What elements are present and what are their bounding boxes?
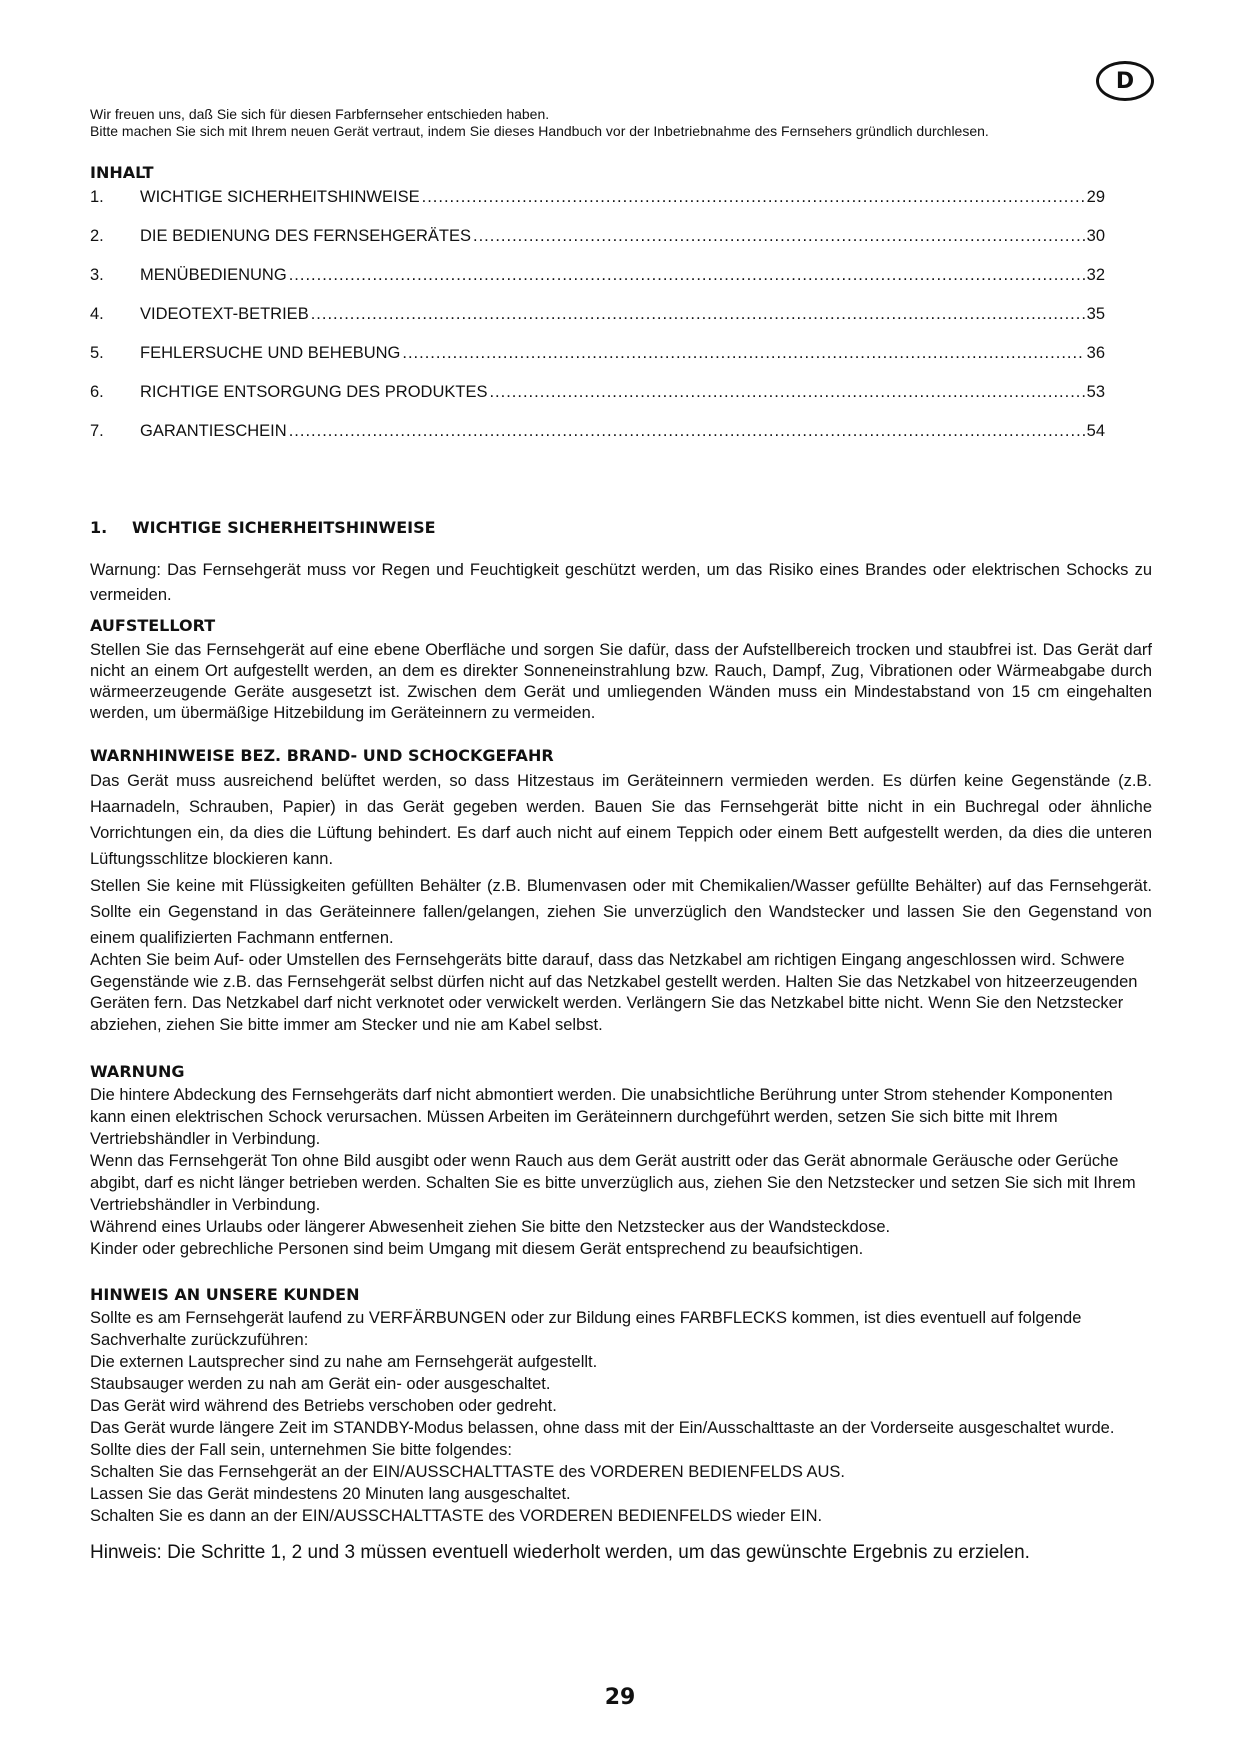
toc-item-page: 54 [1086, 422, 1105, 440]
toc-item-label: GARANTIESCHEIN [140, 422, 287, 440]
warnung-heading: WARNUNG [90, 1062, 185, 1081]
hinweis-line: Schalten Sie das Fernsehgerät an der EIN/AUSSCHALTTASTE des VORDEREN BEDIENFELDS AUS. [90, 1463, 846, 1481]
toc-item-page: 30 [1086, 227, 1105, 245]
brand-paragraph: Das Gerät muss ausreichend belüftet werden, so dass Hitzestaus im Geräteinnern vermieden werden. Es dürfen keine Gegenstände (z.B. Haarnadeln, Schrauben, Papier) in das Gerät gegeben werden. Bauen Sie das Fernsehgerät bitte nicht in ein Buchregal oder ähnliche Vorrichtungen ein, da dies die Lüftung behindert. Es darf auch nicht auf einem Teppich oder einem Bett aufgestellt werden, da dies die unteren Lüftungsschlitze blockieren kann. [90, 772, 1152, 868]
toc-title: INHALT [90, 163, 154, 182]
brand-paragraph: Achten Sie beim Auf- oder Umstellen des Fernsehgeräts bitte darauf, dass das Netzkabel am richtigen Eingang angeschlossen wird. Schwere Gegenstände wie z.B. das Fernsehgerät selbst dürfen nicht auf das Netzkabel gestellt werden. Halten Sie das Netzkabel von hitzeerzeugenden Geräten fern. Das Netzkabel darf nicht verknotet oder verwickelt werden. Verlängern Sie das Netzkabel bitte nicht. Wenn Sie den Netzstecker abziehen, ziehen Sie bitte immer am Stecker und nie am Kabel selbst. [90, 951, 1138, 1034]
warnung-line: Wenn das Fernsehgerät Ton ohne Bild ausgibt oder wenn Rauch aus dem Gerät austritt oder das Gerät abnormale Geräusche oder Gerüche abgibt, darf es nicht länger betrieben werden. Schalten Sie es bitte unverzüglich aus, ziehen Sie den Netzstecker und setzen Sie sich mit Ihrem Vertriebshändler in Verbindung. [90, 1152, 1136, 1214]
hinweis-line: Lassen Sie das Gerät mindestens 20 Minuten lang ausgeschaltet. [90, 1485, 571, 1503]
hinweis-line: Das Gerät wird während des Betriebs verschoben oder gedreht. [90, 1397, 557, 1415]
toc-item[interactable] [90, 383, 1105, 422]
toc-item-page: 36 [1086, 344, 1105, 362]
toc-leader-dots [422, 188, 1085, 207]
toc-item-number: 5. [90, 344, 104, 362]
warnung-line: Die hintere Abdeckung des Fernsehgeräts darf nicht abmontiert werden. Die unabsichtliche Berührung unter Strom stehender Komponenten kann einen elektrischen Schock verursachen. Müssen Arbeiten im Geräteinnern durchgeführt werden, setzen Sie sich bitte mit Ihrem Vertriebshändler in Verbindung. [90, 1086, 1113, 1148]
toc-item-label: MENÜBEDIENUNG [140, 266, 287, 284]
toc-item-number: 7. [90, 422, 104, 440]
toc-item[interactable] [90, 344, 1105, 383]
warnung-line: Während eines Urlaubs oder längerer Abwesenheit ziehen Sie bitte den Netzstecker aus der Wandsteckdose. [90, 1218, 891, 1236]
hinweis-line: Schalten Sie es dann an der EIN/AUSSCHALTTASTE des VORDEREN BEDIENFELDS wieder EIN. [90, 1507, 823, 1525]
brand-paragraph: Stellen Sie keine mit Flüssigkeiten gefüllten Behälter (z.B. Blumenvasen oder mit Chemikalien/Wasser gefüllte Behälter) auf das Fernsehgerät. Sollte ein Gegenstand in das Geräteinnere fallen/gelangen, ziehen Sie unverzüglich den Wandstecker und lassen Sie den Gegenstand von einem qualifizierten Fachmann entfernen. [90, 877, 1152, 947]
intro-line: Wir freuen uns, daß Sie sich für diesen Farbfernseher entschieden haben. [90, 106, 550, 122]
toc-item-page: 29 [1086, 188, 1105, 206]
toc-item[interactable] [90, 422, 1105, 461]
toc-leader-dots [473, 227, 1085, 246]
toc-item-number: 6. [90, 383, 104, 401]
toc-leader-dots [489, 383, 1084, 402]
toc-item-label: RICHTIGE ENTSORGUNG DES PRODUKTES [140, 383, 488, 401]
toc-leader-dots [289, 422, 1085, 441]
section-title [90, 518, 436, 537]
toc-item[interactable] [90, 266, 1105, 305]
section-heading: WICHTIGE SICHERHEITSHINWEISE [132, 518, 436, 537]
intro-text [90, 106, 1090, 140]
toc-item-number: 4. [90, 305, 104, 323]
warnung-text [90, 1084, 1152, 1260]
toc-item-number: 3. [90, 266, 104, 284]
hinweis-line: Die externen Lautsprecher sind zu nahe am Fernsehgerät aufgestellt. [90, 1353, 598, 1371]
aufstellort-heading: AUFSTELLORT [90, 616, 216, 635]
warnung-line: Kinder oder gebrechliche Personen sind beim Umgang mit diesem Gerät entsprechend zu beaufsichtigen. [90, 1240, 864, 1258]
toc-item-page: 53 [1086, 383, 1105, 401]
warning-intro: Warnung: Das Fernsehgerät muss vor Regen und Feuchtigkeit geschützt werden, um das Risiko eines Brandes oder elektrischen Schocks zu vermeiden. [90, 561, 1152, 604]
hinweis-line: Sollte es am Fernsehgerät laufend zu VERFÄRBUNGEN oder zur Bildung eines FARBFLECKS kommen, ist dies eventuell auf folgende Sachverhalte zurückzuführen: [90, 1309, 1082, 1349]
final-note: Hinweis: Die Schritte 1, 2 und 3 müssen eventuell wiederholt werden, um das gewünschte Ergebnis zu erzielen. [90, 1542, 1030, 1563]
hinweis-line: Das Gerät wurde längere Zeit im STANDBY-Modus belassen, ohne dass mit der Ein/Ausschalttaste an der Vorderseite ausgeschaltet wurde. Sollte dies der Fall sein, unternehmen Sie bitte folgendes: [90, 1419, 1115, 1459]
toc-item-label: DIE BEDIENUNG DES FERNSEHGERÄTES [140, 227, 471, 245]
toc-item-label: WICHTIGE SICHERHEITSHINWEISE [140, 188, 420, 206]
intro-line: Bitte machen Sie sich mit Ihrem neuen Gerät vertraut, indem Sie dieses Handbuch vor der Inbetriebnahme des Fernsehers gründlich durchlesen. [90, 123, 989, 139]
toc-item[interactable] [90, 188, 1105, 227]
toc-leader-dots [311, 305, 1085, 324]
hinweis-line: Staubsauger werden zu nah am Gerät ein- oder ausgeschaltet. [90, 1375, 551, 1393]
table-of-contents [90, 188, 1105, 461]
toc-item-number: 1. [90, 188, 104, 206]
toc-item-label: FEHLERSUCHE UND BEHEBUNG [140, 344, 401, 362]
toc-item-page: 32 [1086, 266, 1105, 284]
toc-leader-dots [289, 266, 1085, 285]
hinweis-heading: HINWEIS AN UNSERE KUNDEN [90, 1285, 360, 1304]
hinweis-text [90, 1307, 1152, 1527]
section-number: 1. [90, 518, 108, 537]
toc-item[interactable] [90, 305, 1105, 344]
toc-item-number: 2. [90, 227, 104, 245]
toc-item-label: VIDEOTEXT-BETRIEB [140, 305, 309, 323]
toc-leader-dots [402, 344, 1084, 363]
brand-heading: WARNHINWEISE BEZ. BRAND- UND SCHOCKGEFAHR [90, 746, 554, 765]
page-number: 29 [604, 1685, 636, 1710]
aufstellort-text: Stellen Sie das Fernsehgerät auf eine ebene Oberfläche und sorgen Sie dafür, dass der Aufstellbereich trocken und staubfrei ist. Das Gerät darf nicht an einem Ort aufgestellt werden, an dem es direkter Sonneneinstrahlung bzw. Rauch, Dampf, Zug, Vibrationen oder Wärmeabgabe durch wärmeerzeugende Geräte ausgesetzt ist. Zwischen dem Gerät und umliegenden Wänden muss ein Mindestabstand von 15 cm eingehalten werden, um übermäßige Hitzebildung im Geräteinnern zu vermeiden. [90, 641, 1152, 722]
language-badge: D [1096, 61, 1154, 101]
toc-item[interactable] [90, 227, 1105, 266]
toc-item-page: 35 [1086, 305, 1105, 323]
